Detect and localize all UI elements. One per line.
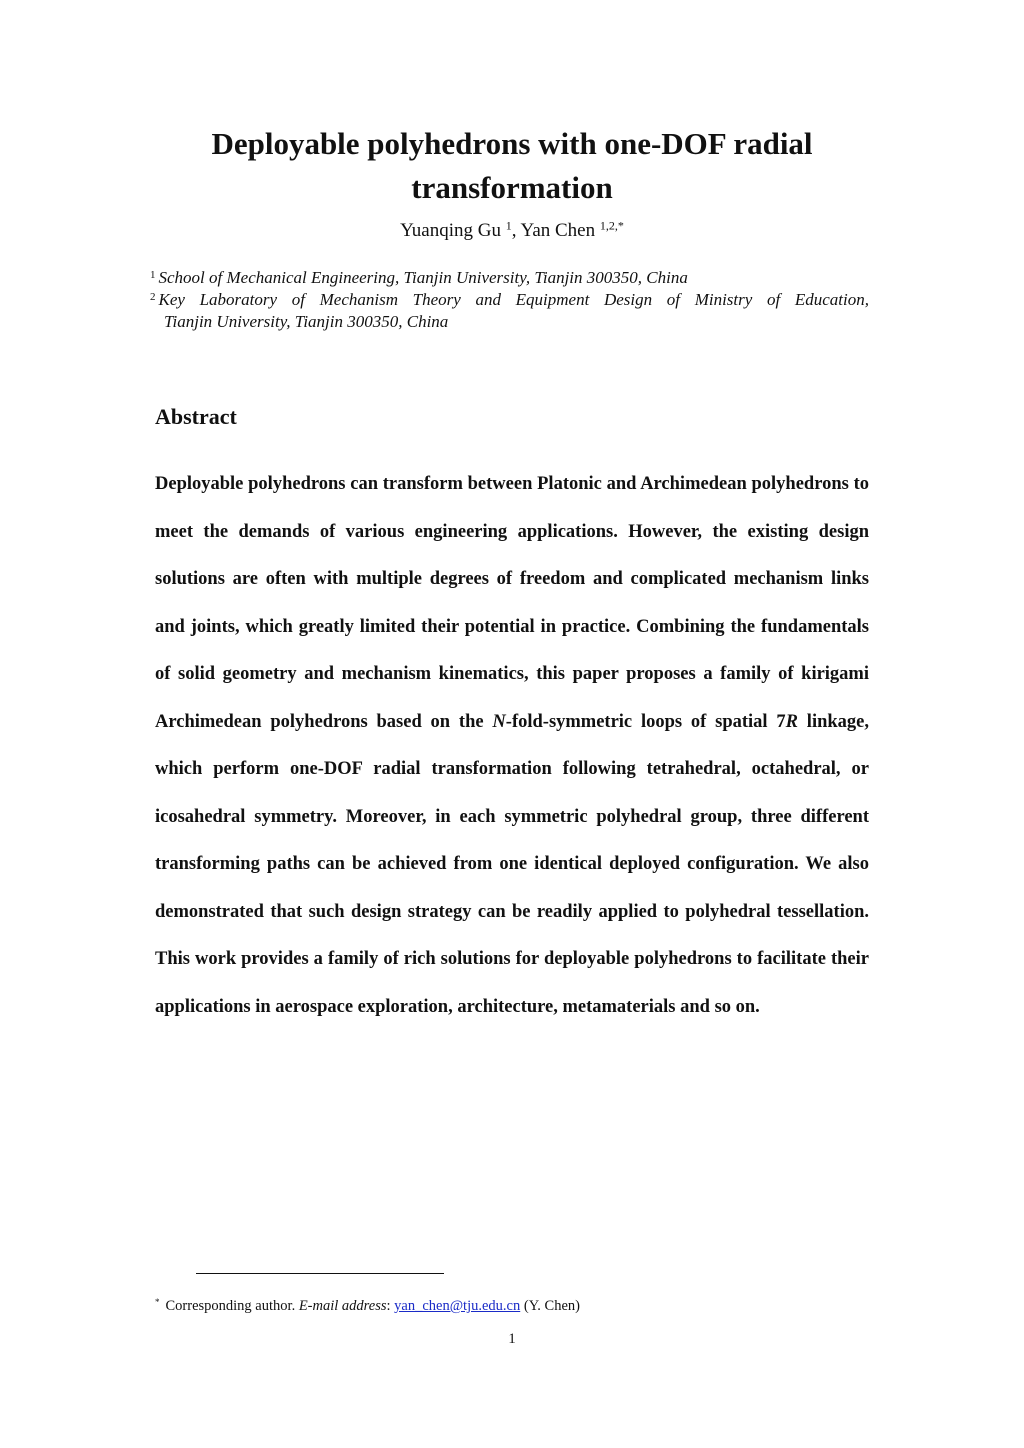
author-list [0, 217, 1024, 245]
affiliation-marker: 2 [150, 290, 156, 303]
abstract-text-part-1: Deployable polyhedrons can transform between Platonic and Archimedean polyhedrons to meet the demands of various engineering applications. However, the existing design solutions are often with multiple degrees of freedom and complicated mechanism links and joints, which greatly limited their potential in practice. Combining the fundamentals of solid geometry and mechanism kinematics, this paper proposes a family of kirigami Archimedean polyhedrons based on the [155, 474, 869, 732]
page-number: 1 [508, 1331, 516, 1347]
footnote-label: Corresponding author [165, 1298, 292, 1314]
affiliation-text: Key Laboratory of Mechanism Theory and Equipment Design of Ministry of Education, [158, 290, 869, 309]
affiliation-2-continuation: Tianjin University, Tianjin 300350, China [164, 312, 449, 331]
abstract-heading: Abstract [155, 404, 237, 429]
footnote-colon: : [386, 1298, 391, 1314]
affiliation-marker: 1 [150, 268, 156, 281]
author-separator: , [511, 220, 521, 241]
italic-r: R [785, 711, 798, 732]
affiliation-1 [150, 267, 869, 289]
affiliation-text: School of Mechanical Engineering, Tianjin University, Tianjin 300350, China [158, 268, 688, 287]
email-link[interactable]: yan_chen@tju.edu.cn [394, 1298, 521, 1314]
title-line-2: transformation [411, 170, 613, 205]
footnote-period: . [291, 1298, 296, 1314]
footnote-marker: * [155, 1296, 160, 1307]
italic-n: N [492, 711, 506, 732]
email-label: E-mail address [298, 1298, 387, 1314]
footnote-author-initials: (Y. Chen) [523, 1298, 580, 1314]
abstract-text-part-2: -fold-symmetric loops of spatial 7 [505, 711, 786, 732]
author-name: Yuanqing Gu [400, 220, 501, 241]
abstract-body [155, 461, 869, 1031]
footnote-divider [196, 1273, 444, 1274]
author-name: Yan Chen [520, 220, 596, 241]
affiliation-2 [150, 289, 869, 311]
abstract-text-part-3: linkage, which perform one-DOF radial transformation following tetrahedral, octahedral, or icosahedral symmetry. Moreover, in each symmetric polyhedral group, three different transforming paths can be achieved from one identical deployed configuration. We also demonstrated that such design strategy can be readily applied to polyhedral tessellation. This work provides a family of rich solutions for deployable polyhedrons to facilitate their applications in aerospace exploration, architecture, metamaterials and so on. [155, 711, 869, 1017]
author-affiliation-marker: 1,2,* [599, 218, 624, 233]
title-line-1: Deployable polyhedrons with one-DOF radial [211, 126, 813, 161]
author-affiliation-marker: 1 [505, 218, 512, 233]
paper-title [150, 122, 874, 210]
footnote [155, 1296, 580, 1316]
